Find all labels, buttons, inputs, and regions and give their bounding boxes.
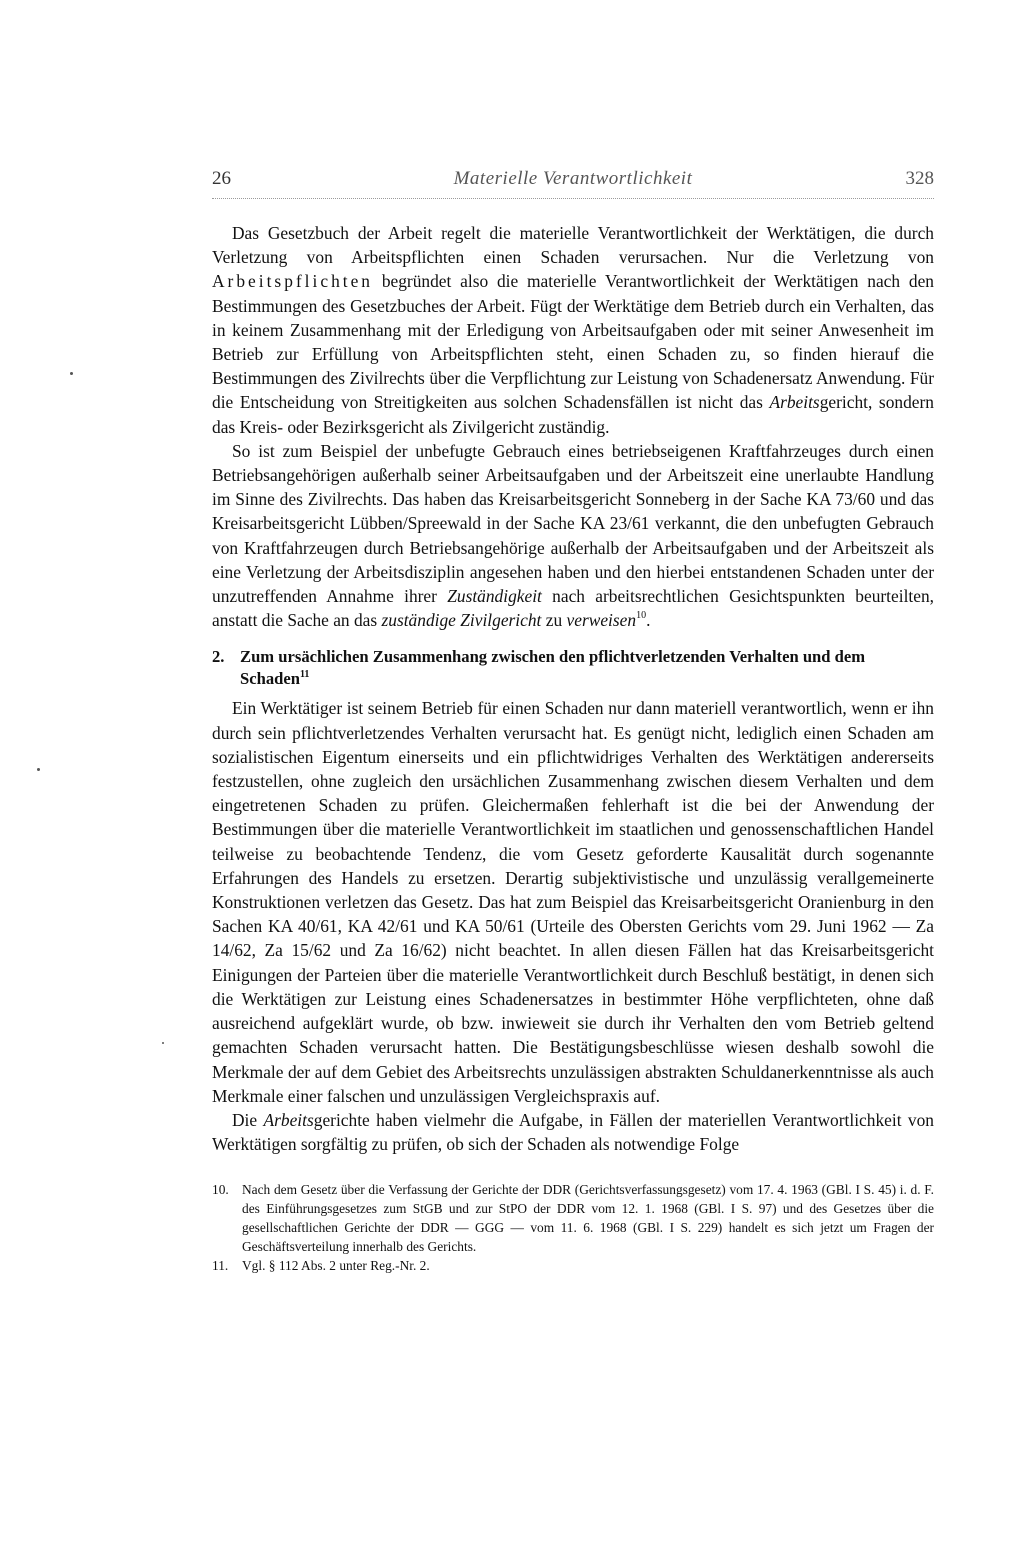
book-page	[212, 168, 934, 1275]
body-text	[212, 696, 934, 1156]
footnote-number: 11.	[212, 1258, 229, 1274]
text-run: begründet also die materielle Verantwortlichkeit der Werktätigen nach den Bestimmungen des Gesetzbuches der Arbeit. Fügt der Werktätige dem Betrieb durch ein Verhalten, das in keinem Zusammenhang mit der Erledigung von Arbeitsaufgaben oder mit seiner Anwesenheit im Betrieb zur Erfüllung von Arbeitspflichten steht, einen Schaden zu, so finden hierauf die Bestimmungen des Zivilrechts über die Verpflichtung zur Leistung von Schadenersatz Anwendung. Für die Entscheidung von Streitigkeiten aus solchen Schadensfällen ist nicht das	[212, 271, 934, 413]
text-run: Das Gesetzbuch der Arbeit regelt die materielle Verantwortlichkeit der Werktätigen, die durch Verletzung von Arbeitspflichten einen Schaden verursachen. Nur die Verletzung von	[212, 223, 934, 268]
paragraph	[212, 1108, 934, 1156]
running-title: Materielle Verantwortlichkeit	[453, 168, 693, 189]
margin-speck	[70, 372, 73, 375]
footnote-text: Vgl. § 112 Abs. 2 unter Reg.-Nr. 2.	[242, 1258, 430, 1274]
italic-emphasis: Arbeits	[263, 1109, 314, 1130]
paragraph	[212, 439, 934, 633]
section-number: 2.	[212, 647, 225, 667]
margin-speck	[37, 768, 40, 771]
footnotes	[212, 1180, 934, 1275]
footnote-text: Nach dem Gesetz über die Verfassung der Gerichte der DDR (Gerichtsverfassungsgesetz) vom 17. 4. 1963 (GBl. I S. 45) i. d. F. des Einführungsgesetzes zum StGB und zur StPO der DDR vom 12. 1. 1968 (GBl. I S. 97) und des Gesetzes über die gesellschaftlichen Gerichte der DDR — GGG — vom 11. 6. 1968 (GBl. I S. 229) handelt es sich jetzt um Fragen der Geschäftsverteilung innerhalb des Gerichts.	[242, 1182, 934, 1255]
text-run: gerichte haben vielmehr die Aufgabe, in Fällen der materiellen Verantwortlichkeit von Werktätigen sorgfältig zu prüfen, ob sich der Schaden als notwendige Folge	[212, 1109, 934, 1155]
italic-emphasis: verweisen	[566, 610, 637, 631]
footnote	[212, 1256, 934, 1275]
italic-emphasis: Zuständigkeit	[447, 586, 542, 607]
footnote-ref-10: 10	[636, 610, 647, 622]
spaced-emphasis: Arbeitspflichten	[212, 271, 374, 292]
header-rule	[212, 198, 934, 199]
section-heading	[212, 646, 934, 690]
text-run: Die	[232, 1109, 264, 1130]
italic-emphasis: Arbeits	[769, 392, 820, 413]
text-run: .	[646, 610, 651, 631]
text-run: nach arbeitsrechtlichen Gesichtspunkten beurteilten, anstatt die Sache an das	[212, 586, 934, 631]
section-title-text: Zum ursächlichen Zusammenhang zwischen den pflichtverletzenden Verhalten und dem Schaden	[240, 647, 866, 689]
page-header	[212, 168, 934, 198]
italic-emphasis: zuständige Zivilgericht	[381, 610, 542, 631]
footnote	[212, 1180, 934, 1256]
paragraph: Ein Werktätiger ist seinem Betrieb für einen Schaden nur dann materiell verantwortlich, wenn er ihn durch sein pflichtverletzendes Verhalten verursacht hat. Es genügt nicht, lediglich einen Schaden am sozialistischen Eigentum einerseits und ein pflichtwidriges Verhalten des Werktätigen andererseits festzustellen, ohne zugleich den ursächlichen Zusammenhang zwischen diesem Verhalten und dem eingetretenen Schaden zu prüfen. Gleichermaßen fehlerhaft ist die bei der Anwendung der Bestimmungen über die materielle Verantwortlichkeit im staatlichen und genossenschaftlichen Handel teilweise zu beobachtende Tendenz, die vom Gesetz geforderte Kausalität durch sogenannte Erfahrungen des Handels zu ersetzen. Derartig subjektivistische und unzulässig verallgemeinerte Konstruktionen verletzen das Gesetz. Das hat zum Beispiel das Kreisarbeitsgericht Oranienburg in den Sachen KA 40/61, KA 42/61 und KA 50/61 (Urteile des Obersten Gerichts vom 29. Juni 1962 — Za 14/62, Za 15/62 und Za 16/62) nicht beachtet. In allen diesen Fällen hat das Kreisarbeitsgericht Einigungen der Parteien über die materielle Verantwortlichkeit durch Beschluß bestätigt, in denen sich die Werktätigen zur Leistung eines Schadenersatzes in bestimmter Höhe verpflichteten, ohne daß ausreichend aufgeklärt wurde, ob bzw. inwieweit sie durch ihr Verhalten den vom Betrieb geltend gemachten Schaden verursacht hatten. Die Bestätigungsbeschlüsse wiesen deshalb sowohl die Merkmale der auf dem Gebiet des Arbeitsrechts unzulässigen abstrakten Schuldanerkenntnisse als auch Merkmale einer falschen und unzulässigen Vergleichspraxis auf.	[212, 698, 934, 1106]
footnote-number: 10.	[212, 1182, 229, 1198]
section-title	[240, 646, 934, 690]
text-run: So ist zum Beispiel der unbefugte Gebrauch eines betriebseigenen Kraftfahrzeuges durch einen Betriebsangehörigen außerhalb seiner Arbeitsaufgaben und der Arbeitszeit eine unerlaubte Handlung im Sinne des Zivilrechts. Das haben das Kreisarbeitsgericht Sonneberg in der Sache KA 73/60 und das Kreisarbeitsgericht Lübben/Spreewald in der Sache KA 23/61 verkannt, die den unbefugten Gebrauch von Kraftfahrzeugen durch Betriebsangehörige außerhalb der Arbeitsaufgaben und der Arbeitszeit als eine Verletzung der Arbeitsdisziplin angesehen haben und den hierbei entstandenen Schaden unter der unzutreffenden Annahme ihrer	[212, 440, 934, 607]
paragraph	[212, 221, 934, 439]
text-run: gericht, sondern das Kreis- oder Bezirksgericht als Zivilgericht zuständig.	[212, 392, 934, 437]
body-text	[212, 221, 934, 632]
text-run: zu	[541, 610, 567, 631]
footnote-ref-11: 11	[299, 668, 310, 680]
margin-speck	[162, 1042, 164, 1044]
page-number-left: 26	[212, 168, 231, 189]
page-number-right: 328	[905, 168, 934, 189]
